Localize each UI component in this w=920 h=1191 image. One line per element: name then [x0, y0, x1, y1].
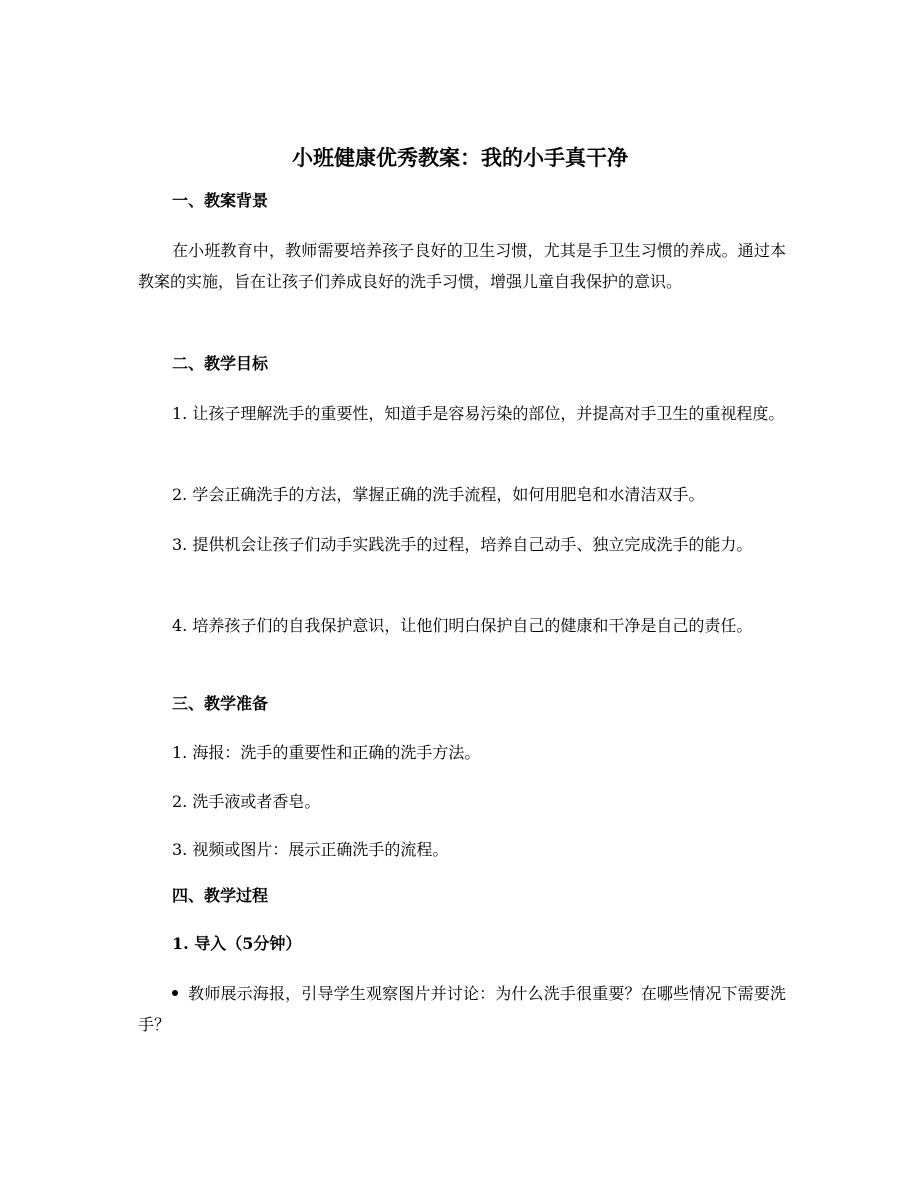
preparation-item-1: 1. 海报：洗手的重要性和正确的洗手方法。 [172, 743, 481, 762]
objective-item-2: 2. 学会正确洗手的方法，掌握正确的洗手流程，如何用肥皂和水清洁双手。 [172, 485, 705, 504]
objective-item-3: 3. 提供机会让孩子们动手实践洗手的过程，培养自己动手、独立完成洗手的能力。 [172, 535, 753, 554]
preparation-item-2: 2. 洗手液或者香皂。 [172, 792, 321, 811]
paragraph-background: 在小班教育中，教师需要培养孩子良好的卫生习惯，尤其是手卫生习惯的养成。通过本教案的实施，旨在让孩子们养成良好的洗手习惯，增强儿童自我保护的意识。 [138, 241, 786, 291]
objective-item-1: 1. 让孩子理解洗手的重要性，知道手是容易污染的部位，并提高对手卫生的重视程度。 [172, 404, 785, 423]
objective-item-4: 4. 培养孩子们的自我保护意识，让他们明白保护自己的健康和干净是自己的责任。 [172, 616, 753, 635]
bullet-text: 教师展示海报，引导学生观察图片并讨论：为什么洗手很重要？在哪些情况下需要洗手？ [138, 984, 786, 1034]
preparation-item-3: 3. 视频或图片：展示正确洗手的流程。 [172, 840, 449, 859]
section-heading-process: 四、教学过程 [172, 886, 269, 905]
process-bullet-item [138, 978, 786, 1040]
bullet-dot-icon [172, 990, 178, 996]
section-heading-background: 一、教案背景 [172, 191, 269, 210]
process-subheading-intro: 1. 导入（5分钟） [172, 934, 302, 953]
section-heading-preparation: 三、教学准备 [172, 694, 269, 713]
section-heading-objectives: 二、教学目标 [172, 354, 269, 373]
document-title: 小班健康优秀教案：我的小手真干净 [292, 145, 628, 170]
